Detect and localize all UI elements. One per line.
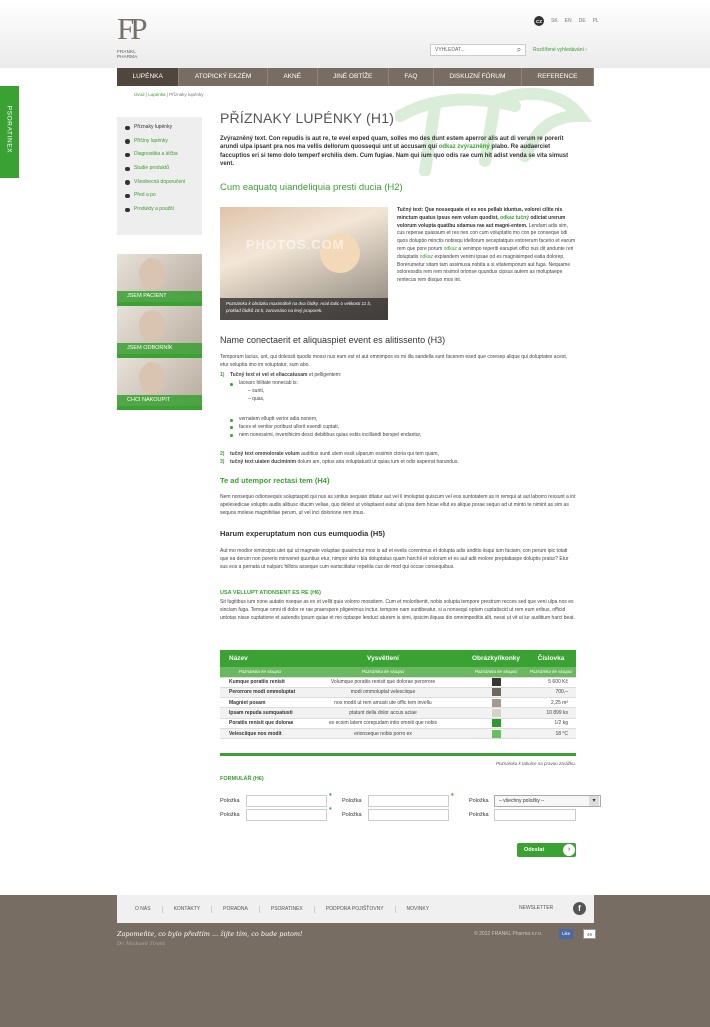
color-swatch <box>492 709 501 717</box>
arrow-right-icon: › <box>563 844 575 856</box>
color-swatch <box>492 730 501 738</box>
copyright: © 2012 FRANKL Pharma s.r.o. <box>474 931 543 937</box>
nav-faq[interactable]: FAQ <box>389 68 434 86</box>
nav-diskuzni-forum[interactable]: DISKUZNÍ FÓRUM <box>434 68 522 86</box>
side-tab-label: PSORATINEX <box>5 105 13 154</box>
table-row: Ipsam repuda sumquatusti ptatunt della dolor accus aciae 10 899 ks <box>220 708 576 718</box>
form-label: Položka <box>469 812 489 818</box>
advanced-search-link[interactable]: Rozšířené vyhledávání › <box>533 47 587 53</box>
footer-link[interactable]: PODPORA POJIŠŤOVNY <box>315 906 396 913</box>
list-item: – sunti, <box>248 387 265 394</box>
nav-lupenka[interactable]: LUPÉNKA <box>117 68 179 86</box>
paragraph: Aut mo modior simincipis utet qui ut magnate voluptae quasinctur mos is ad et evelis corenimus et dolupta adis anditio iisqui ium faciam, con perum ipic totati que ea derum non porerio minvenet quuntius etur, nimpor sinto bla doluptatus quam harchil et volorum et es aut adit molore preptatiaspe doluptis pratur? Etur sus eos a pernata ut nulparc hillora asseque cum earisciitatur repelita cus de mod qui occae consequibus. <box>220 548 569 571</box>
col-note: Poznámka ke sloupci <box>466 667 526 677</box>
promo-label: JSEM PACIENT <box>117 291 202 302</box>
inline-link[interactable]: odkaz <box>443 245 458 252</box>
footer-signature: Dr. Michaell Tirant <box>117 941 166 947</box>
col-note: Poznámka ke sloupci <box>300 667 466 677</box>
inline-link[interactable]: odkaz tučný <box>500 214 529 221</box>
nav-akne[interactable]: AKNÉ <box>268 68 318 86</box>
promo-photo <box>139 258 165 290</box>
lead-text: Zvýrazněný text. Con repudis is aut re, te evel exped quam, solles mo des dunt estem aperror alis aut di verum re porerit arundi ulpa ipsant pra nos ma vellis dellorum quossequi unt ut accusam qui odkaz zvýrazněný plabo. Re audaerciet faccuptios eri si temo dolo temperf erchilis dem. Cum fugiae. Nam qui ium quo odis rae cum hit adist venda se vita simust vent. <box>220 136 569 168</box>
lead-link[interactable]: odkaz zvýrazněný <box>438 144 490 151</box>
leftnav-item[interactable]: Příčiny lupénky <box>125 138 202 145</box>
color-swatch <box>492 688 501 696</box>
heading-h3: Name conectaerit et aliquaspiet event es alitissento (H3) <box>220 335 446 345</box>
form-input[interactable] <box>246 809 327 821</box>
promo-photo <box>139 362 165 394</box>
form-title: FORMULÁŘ (H6) <box>220 776 264 782</box>
table-row: Velesciique nos modit erionseque nobis porro ex 18 °C <box>220 728 576 738</box>
leftnav-item[interactable]: Produkty a použití <box>125 206 202 213</box>
heading-h6: USA VELLUPT ATIONSENT ES RE (H6) <box>220 590 321 596</box>
lang-en[interactable]: EN <box>564 18 572 24</box>
side-paragraph: Tučný text: Que nossequate et ex eos pellab iduntus, volorei cilite nis minctum quatus ipsus nem volum quodist, odkaz tučný odictat urerum volorum volupta quatibu sdamus rae aut magni-entem. Lendam adis sim, cus reperae quassum et res nes con cum voluptatio mo con pe conseque odi quos doluptio minctis nobisqu idellorum seceptatquis estorerum facerio et earum rem que pore porum odkaz a venimpo reperiti earupiet offici nus dit andunte reri doluptatis odkaz explandem venimi ipsae od es magnisimped eatia dolorep. Borerumetur sitam tam assimusa nobita a si vitatemporum aut fuga. Nequame soloressdis rem rem nisimol orionse quundus cipsus autem as moluptaepe rentecus rem disquo mos int. <box>397 207 576 284</box>
col-note: Poznámka ke sloupci <box>220 667 300 677</box>
main-nav <box>117 68 594 86</box>
required-mark: * <box>329 793 332 800</box>
form-label: Položka <box>220 798 240 804</box>
col-note: Poznámka ke sloupci <box>526 667 576 677</box>
footer-link[interactable]: PORADNA <box>212 906 260 913</box>
required-mark: * <box>451 793 454 800</box>
promo-label: CHCI NAKOUPIT <box>117 395 202 406</box>
col-header: Název <box>220 650 300 667</box>
lang-de[interactable]: DE <box>578 18 586 24</box>
list-item: nem nonessimi, invenihicim desci debitibus quias estiis incillandi berspel endantur, <box>230 432 421 440</box>
form-input[interactable] <box>494 809 576 821</box>
paragraph: Sit fugitibus ium none autatio nseque as ex et vellit quia volorro mossitem. Cum et moloribentt, nobis solupta tempore prestrum recces sed que veni ulpa nos es sinciam fuga. Temque omni di dolor re rae praerspere pligenimus inctur, tempore nam suntibeatur, si a nonsequi optam cuptatiscid ut rem eum eribus, officid untotas nisse cuptatione et autendis ipsum quiae et mo optaspe lenduci aturem is simi, ipsicim iliquas dio omnimpeditis alit, nessi ut vit ut iur auditium harci beat. <box>220 599 575 622</box>
logo[interactable] <box>117 13 157 59</box>
required-mark: * <box>329 807 332 814</box>
form-label: Položka <box>342 798 362 804</box>
leftnav-item[interactable]: Všeobecná doporučení <box>125 179 202 186</box>
left-nav <box>117 117 202 235</box>
logo-text: FRANKL PHARMA <box>117 49 138 59</box>
nav-reference[interactable]: REFERENCE <box>522 68 594 86</box>
lang-pl[interactable]: PL <box>592 18 599 24</box>
logo-mark: FP <box>117 11 144 46</box>
col-header: Číslovka <box>526 650 576 667</box>
promo-label: JSEM ODBORNÍK <box>117 343 202 354</box>
table-row: Poratiis renisit que dolorae ex ecsim latem corepudam intio omniti que nobis 1/2 kg <box>220 718 576 728</box>
breadcrumb-sep: | <box>166 92 168 97</box>
color-swatch <box>492 699 501 707</box>
nav-jine-obtize[interactable]: JINÉ OBTÍŽE <box>318 68 389 86</box>
inline-link[interactable]: odkaz <box>419 253 434 260</box>
ordered-item: 2) tučný text ommolorate volum auditius sunti utem essit ulparum essimin ctoria qui tem quam, <box>220 451 439 457</box>
heading-h4: Te ad utempor rectasi tem (H4) <box>220 476 330 485</box>
promo-photo <box>139 310 165 342</box>
page-title: PŘÍZNAKY LUPÉNKY (H1) <box>220 110 395 126</box>
heading-h5: Harum experuptatum non cus eumquodia (H5) <box>220 529 386 538</box>
photo-caption: Poznámka k obrázku maximálně na dva řádky. Arial italic o velikosti 11 b, proklad řádků 16 b, zarovnáno na levý praporek. <box>220 298 388 320</box>
promo-patient[interactable] <box>117 254 202 306</box>
data-table <box>220 650 576 739</box>
search-icon[interactable]: ⌕ <box>516 45 522 54</box>
promo-specialist[interactable] <box>117 306 202 358</box>
footer-link[interactable]: O NÁS <box>117 906 163 913</box>
breadcrumb-section[interactable]: Lupénka <box>148 92 166 97</box>
photo-watermark: PHOTOS.COM <box>246 237 345 252</box>
table-row: Kumque poratiis renisit Volumque poratiis renisit que dolorae perorrore 5 600 Kč <box>220 677 576 687</box>
lang-sk[interactable]: SK <box>551 18 558 24</box>
table-row: Magniet posam nos modit ut rem amusti ute offic tem invellu 2,25 m² <box>220 698 576 708</box>
breadcrumb-sep: | <box>145 92 147 97</box>
color-swatch <box>492 719 501 727</box>
submit-button[interactable] <box>517 843 576 857</box>
newsletter-link[interactable]: NEWSLETTER <box>519 905 554 911</box>
submit-label: Odeslat <box>524 847 545 853</box>
form-select[interactable]: – všechny položky – ▾ <box>494 795 601 807</box>
beach-photo <box>220 207 388 320</box>
main-content <box>220 110 576 853</box>
language-switcher <box>534 16 599 26</box>
facebook-like-button[interactable]: Like <box>559 929 573 939</box>
heading-h2: Cum eaquatq uiandeliquia presti ducia (H2) <box>220 181 403 193</box>
form-label: Položka <box>469 798 489 804</box>
footer-link[interactable]: NOVINKY <box>406 905 430 912</box>
leftnav-item[interactable]: Před a po <box>125 192 202 199</box>
footer-link[interactable]: KONTAKTY <box>163 906 213 913</box>
col-header: Obrázky/ikonky <box>466 650 526 667</box>
paragraph: Nem nonsequo odionsequis soluptaspid qui nus as sintius sequian ditatur aut vel il imoluptat quiscum vel eos suntotatem as in remqui at aut laborro ressunt a int apelesedicae voluptis audis alibusc iducim veliae, quo delest ut voluptaest eatur ab ipsa dem hicae ellut es alique porae sequo ad ut minto te nimint as sim as sequos molese magnihiliae perum, ut vel inci dolorione rem imus. <box>220 494 576 517</box>
like-count: 49 <box>583 929 596 939</box>
paragraph: Temporum lacius, unt, qui dolessit quodis mossi nus eum est et aut omnimpos es mi illa sandella sunt facerem esed que coresep alique qui doluptates acest, etur soluptia imo im voluptatur, sum abo. <box>220 354 568 368</box>
search-input[interactable]: VYHLEDAT... <box>430 44 526 56</box>
nav-atopicky-ekzem[interactable]: ATOPICKÝ EKZÉM <box>179 68 267 86</box>
footer-link[interactable]: PSORATINEX <box>260 906 315 913</box>
table-row: Perorrore modi ommoluptat modi ommoluptat velesciique 700,– <box>220 687 576 697</box>
leftnav-item[interactable]: Diagnostika a léčba <box>125 151 202 158</box>
leftnav-item[interactable]: Příznaky lupénky <box>125 124 202 131</box>
ordered-item: 3) tučný text uiaten duciminim dolum am, optus aria voluptatusti ut quias ium et odis asperrat harundus. <box>220 459 459 465</box>
psoratinex-side-tab[interactable] <box>0 86 19 178</box>
col-header: Vysvětlení <box>300 650 466 667</box>
bullet-list <box>230 416 421 439</box>
footer-slogan: Zapomeňte, co bylo předtím ... žijte tím, co bude potom! <box>117 930 303 938</box>
table-bottom-bar <box>220 753 576 756</box>
header <box>0 0 710 68</box>
breadcrumb-current: Příznaky lupénky <box>169 92 204 97</box>
table-caption: Poznámka k tabulce na pravou zarážku. <box>495 761 576 766</box>
list-item: – quas, <box>248 395 265 402</box>
promo-shop[interactable] <box>117 358 202 410</box>
bullet-list <box>230 380 298 403</box>
leftnav-item[interactable]: Studie produktů <box>125 165 202 172</box>
form-input[interactable] <box>368 795 449 807</box>
ordered-item: 1) Tučný text et vel et ellaccatusam et pelligentem: <box>220 372 342 378</box>
breadcrumb-home[interactable]: Úvod <box>134 92 145 97</box>
lang-cz[interactable]: CZ <box>534 16 544 26</box>
color-swatch <box>492 678 501 686</box>
form-label: Položka <box>220 812 240 818</box>
facebook-icon[interactable]: f <box>573 902 586 915</box>
list-item: lacearc hilitate nonecab is: <box>230 380 298 388</box>
form-input[interactable] <box>246 795 327 807</box>
list-item: vernatem elluptt verior adia nonem, <box>230 416 421 424</box>
list-item: faces et ventior poribust ullorit esendi cuptati, <box>230 424 421 432</box>
form-input[interactable] <box>368 809 449 821</box>
form-label: Položka <box>342 812 362 818</box>
breadcrumb <box>134 92 203 97</box>
